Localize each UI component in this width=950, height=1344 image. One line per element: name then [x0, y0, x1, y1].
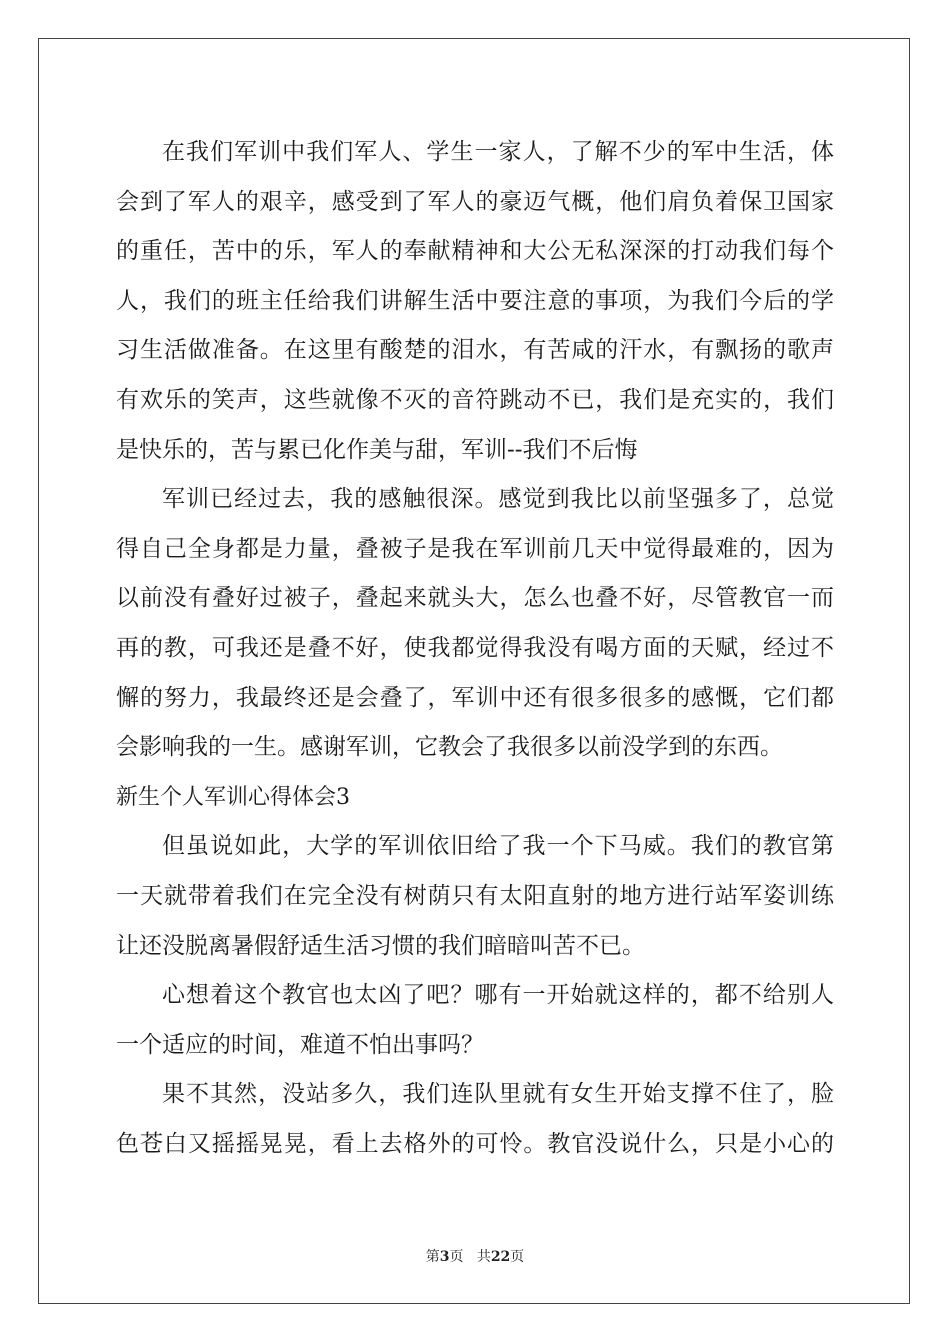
page-prefix: 第: [425, 1249, 440, 1265]
total-prefix: 共: [476, 1249, 491, 1265]
page-footer: [0, 1246, 950, 1266]
text-line: 一天就带着我们在完全没有树荫只有太阳直射的地方进行站军姿训练: [116, 882, 834, 909]
text-line: 让还没脱离暑假舒适生活习惯的我们暗暗叫苦不已。: [116, 932, 645, 959]
text-line: 再的教，可我还是叠不好，使我都觉得我没有喝方面的天赋，经过不: [116, 634, 834, 661]
text-line: 懈的努力，我最终还是会叠了，军训中还有很多很多的感慨，它们都: [116, 684, 834, 711]
text-line: 果不其然，没站多久，我们连队里就有女生开始支撑不住了，脸: [162, 1081, 834, 1108]
total-suffix: 页: [510, 1249, 525, 1265]
text-line: 色苍白又摇摇晃晃，看上去格外的可怜。教官没说什么，只是小心的: [116, 1130, 834, 1157]
text-line: 习生活做准备。在这里有酸楚的泪水，有苦咸的汗水，有飘扬的歌声: [116, 337, 834, 364]
text-line: 心想着这个教官也太凶了吧？哪有一开始就这样的，都不给别人: [162, 982, 834, 1009]
text-line: 得自己全身都是力量，叠被子是我在军训前几天中觉得最难的，因为: [116, 535, 834, 562]
text-line: 是快乐的，苦与累已化作美与甜，军训--我们不后悔: [116, 436, 638, 463]
text-line: 的重任，苦中的乐，军人的奉献精神和大公无私深深的打动我们每个: [116, 238, 834, 265]
page-number: 3: [439, 1249, 450, 1265]
text-line: 以前没有叠好过被子，叠起来就头大，怎么也叠不好，尽管教官一而: [116, 585, 834, 612]
page-suffix: 页: [449, 1249, 464, 1265]
text-line: 在我们军训中我们军人、学生一家人，了解不少的军中生活，体: [162, 139, 834, 165]
section-heading: 新生个人军训心得体会3: [116, 784, 350, 810]
text-line: 一个适应的时间，难道不怕出事吗？: [116, 1031, 484, 1058]
text-line: 会影响我的一生。感谢军训，它教会了我很多以前没学到的东西。: [116, 734, 783, 761]
text-line: 军训已经过去，我的感触很深。感觉到我比以前坚强多了，总觉: [162, 486, 834, 513]
document-body: [116, 128, 834, 1169]
text-line: 有欢乐的笑声，这些就像不灭的音符跳动不已，我们是充实的，我们: [116, 386, 834, 413]
total-pages: 22: [490, 1249, 511, 1265]
text-line: 但虽说如此，大学的军训依旧给了我一个下马威。我们的教官第: [162, 833, 834, 860]
text-line: 会到了军人的艰辛，感受到了军人的豪迈气概，他们肩负着保卫国家: [116, 188, 834, 215]
text-line: 人，我们的班主任给我们讲解生活中要注意的事项，为我们今后的学: [116, 287, 834, 314]
